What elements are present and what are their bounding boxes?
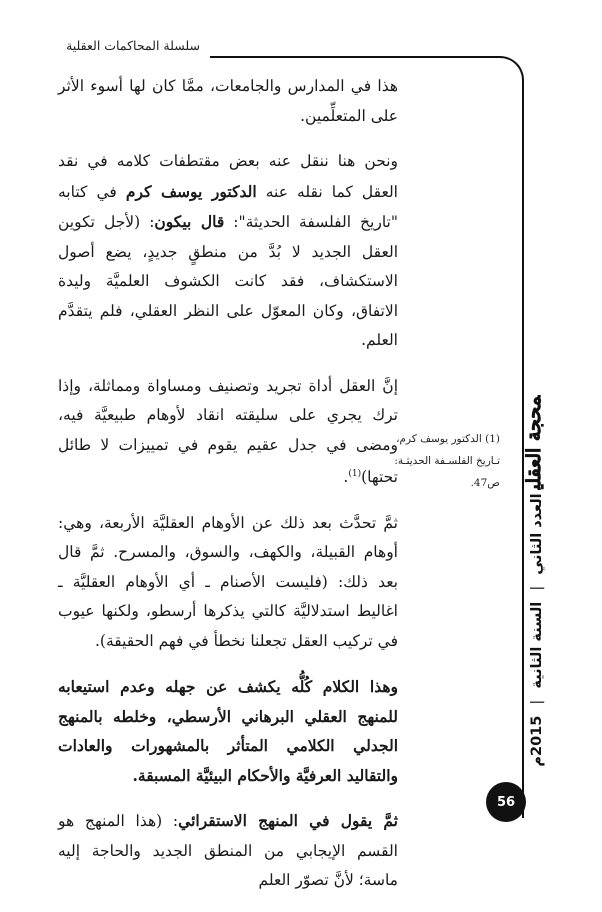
year: 2015م	[529, 715, 545, 767]
issue-band	[512, 493, 562, 767]
paragraph-2-text-c: : (لأجل تكوين العقل الجديد لا بُدَّ من منطقٍ جديدٍ، يضع أصول الاستكشاف، فقد كانت الكشوف العلميَّة وليدة الاتفاق، وكان المعوّل على النظر العقلي، فلم يتقدَّم العلم.	[58, 213, 398, 349]
author-name: الدكتور يوسف كرم	[125, 181, 257, 201]
year-label: السنة الثانية	[529, 601, 545, 689]
paragraph-2	[58, 147, 398, 356]
separator: |	[529, 585, 545, 591]
bacon-said: قال بيكون	[154, 212, 225, 231]
paragraph-3	[58, 372, 398, 493]
journal-logo-icon	[512, 395, 568, 490]
journal-logo	[512, 395, 568, 490]
paragraph-1: هذا في المدارس والجامعات، ممَّا كان لها أسوء الأثر على المتعلِّمين.	[58, 77, 398, 125]
series-title: سلسلة المحاكمات العقلية	[66, 38, 200, 53]
paragraph-5: وهذا الكلام كُلُّه يكشف عن جهله وعدم استيعابه للمنهج العقلي البرهاني الأرسطي، وخلطه بالمنهج الجدلي الكلامي المتأثر بالمشهورات والعادات والتقاليد العرفيَّة والأحكام البيئيَّة المسبقة.	[58, 677, 398, 785]
paragraph-3-end: .	[343, 468, 349, 487]
paragraph-4: ثمَّ تحدَّث بعد ذلك عن الأوهام العقليَّة الأربعة، وهي: أوهام القبيلة، والكهف، والسوق، والمسرح. ثمَّ قال بعد ذلك: (فليست الأصنام ـ أي الأوهام العقليَّة ـ اغاليط استدلاليَّة كالتي يذكرها أرسطو، ولكنها عيوب في تركيب العقل تجعلنا نخطأ في فهم الحقيقة).	[58, 513, 398, 650]
paragraph-6	[58, 806, 398, 896]
footnote-line-3: ص47.	[470, 477, 500, 489]
journal-logo-text: المحجة العقلية	[523, 395, 545, 490]
footnote-reference[interactable]: (1)	[348, 469, 362, 479]
footnote-line-2: تـاريخ الفلسـفة الحديثـة:	[394, 455, 500, 467]
separator: |	[529, 699, 545, 705]
page-number: 56	[486, 782, 526, 822]
paragraph-2-text-a: ونحن هنا ننقل عنه بعض مقتطفات كلامه في نقد العقل كما نقله عنه	[58, 152, 398, 201]
paragraph-2-text-b: في كتابه "تاريخ الفلسفة الحديثة":	[58, 182, 398, 231]
paragraph-3-text: إنَّ العقل أداة تجريد وتصنيف ومساواة ومماثلة، وإذا ترك يجري على سليقته انقاد لأوهام طبيعيَّة فيه، ومضى في جدل عقيم يقوم في تمييزات لا طائل تحتها)	[58, 376, 398, 487]
paragraph-6-lead: ثمَّ يقول في المنهج الاستقرائي	[178, 811, 398, 831]
header-rule	[210, 56, 500, 58]
issue-label: العدد الثاني	[529, 493, 545, 575]
footnote-line-1: (1) الدكتور يوسف كرم،	[396, 433, 500, 445]
footnote	[394, 428, 500, 494]
paragraph-6-text: : (هذا المنهج هو القسم الإيجابي من المنطق الجديد والحاجة إليه ماسة؛ لأنَّ تصوّر العلم	[58, 812, 398, 890]
article-body	[58, 72, 398, 912]
